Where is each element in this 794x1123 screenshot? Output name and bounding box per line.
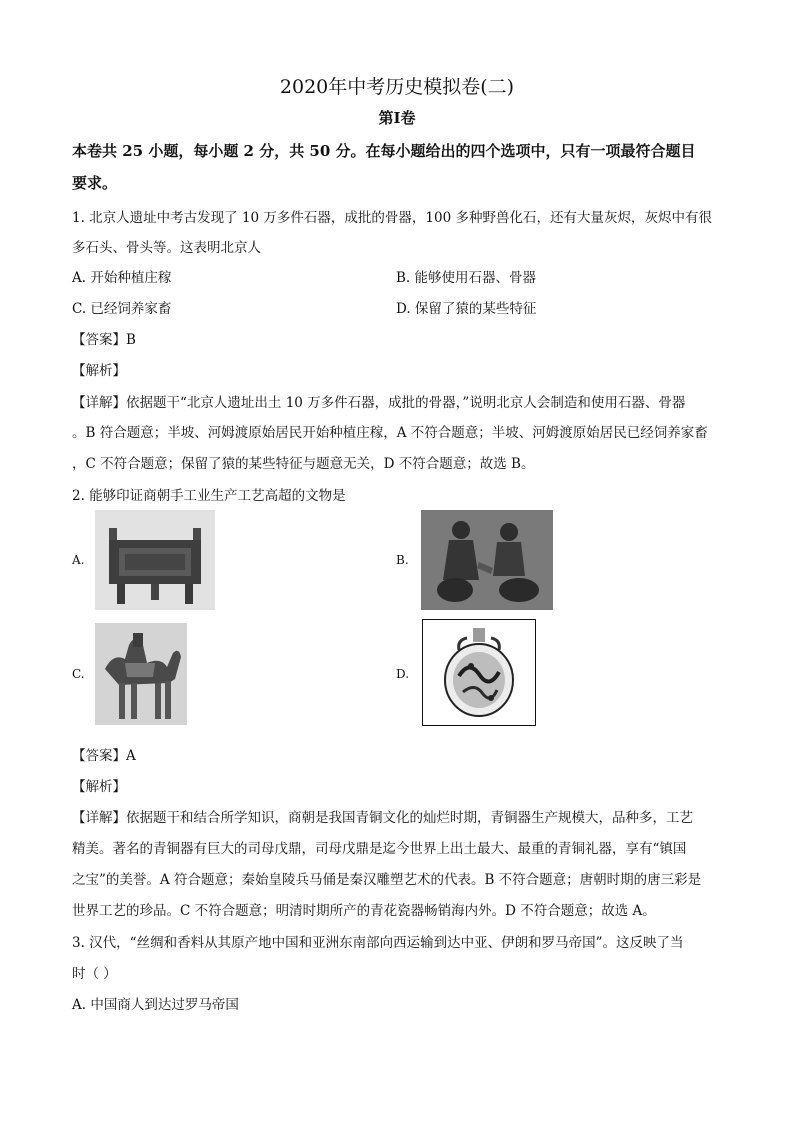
q1-answer: 【答案】B [72, 332, 136, 348]
q1-option-d: D. 保留了猿的某些特征 [396, 301, 537, 317]
q2-analysis-heading: 【解析】 [72, 779, 126, 795]
q2-stem: 2. 能够印证商朝手工业生产工艺高超的文物是 [72, 488, 346, 504]
q2-label-a: A. [72, 553, 85, 567]
q2-detail-line-4: 世界工艺的珍品。C 不符合题意；明清时期所产的青花瓷器畅销海内外。D 不符合题意；故选 A。 [72, 903, 656, 919]
q1-option-a: A. 开始种植庄稼 [72, 270, 172, 286]
q2-label-d: D. [396, 667, 410, 681]
q1-option-c: C. 已经饲养家畜 [72, 301, 172, 317]
section-title: 第I卷 [378, 109, 416, 127]
q2-detail-line-3: 之宝”的美誉。A 符合题意；秦始皇陵兵马俑是秦汉雕塑艺术的代表。B 不符合题意；唐朝时期的唐三彩是 [72, 872, 702, 888]
terracotta-warriors-image [421, 510, 553, 610]
q3-option-a: A. 中国商人到达过罗马帝国 [72, 997, 239, 1013]
q3-stem-line-1: 3. 汉代，“丝绸和香料从其原产地中国和亚洲东南部向西运输到达中亚、伊朗和罗马帝国”。这反映了当 [72, 935, 684, 951]
q1-stem-line-1: 1. 北京人遗址中考古发现了 10 万多件石器，成批的骨器，100 多种野兽化石，还有大量灰烬，灰烬中有很 [72, 210, 712, 226]
instructions-line-1: 本卷共 25 小题，每小题 2 分，共 50 分。在每小题给出的四个选项中，只有一项最符合题目 [72, 142, 696, 160]
instructions-line-2: 要求。 [72, 174, 118, 192]
q1-detail-line-2: 。B 符合题意；半坡、河姆渡原始居民开始种植庄稼，A 不符合题意；半坡、河姆渡原始居民已经饲养家畜 [72, 425, 708, 441]
q1-analysis-heading: 【解析】 [72, 363, 126, 379]
q2-answer: 【答案】A [72, 748, 136, 764]
q1-detail-line-1: 【详解】依据题干“北京人遗址出土 10 万多件石器，成批的骨器，”说明北京人会制造和使用石器、骨器 [72, 395, 686, 411]
q2-label-b: B. [396, 553, 409, 567]
q1-option-b: B. 能够使用石器、骨器 [396, 270, 537, 286]
q2-detail-line-1: 【详解】依据题干和结合所学知识，商朝是我国青铜文化的灿烂时期，青铜器生产规模大，品种多，工艺 [72, 810, 693, 826]
page-title: 2020年中考历史模拟卷(二) [279, 76, 515, 98]
tang-sancai-camel-image [95, 623, 187, 725]
q3-stem-line-2: 时（ ） [72, 966, 117, 982]
bronze-ding-image [95, 510, 215, 610]
q1-stem-line-2: 多石头、骨头等。这表明北京人 [72, 240, 261, 256]
q2-label-c: C. [72, 667, 85, 681]
blue-white-porcelain-flask-image [422, 619, 536, 726]
q2-detail-line-2: 精美。著名的青铜器有巨大的司母戊鼎，司母戊鼎是迄今世界上出土最大、最重的青铜礼器，享有“镇国 [72, 841, 687, 857]
q1-detail-line-3: ，C 不符合题意；保留了猿的某些特征与题意无关，D 不符合题意；故选 B。 [72, 456, 535, 472]
